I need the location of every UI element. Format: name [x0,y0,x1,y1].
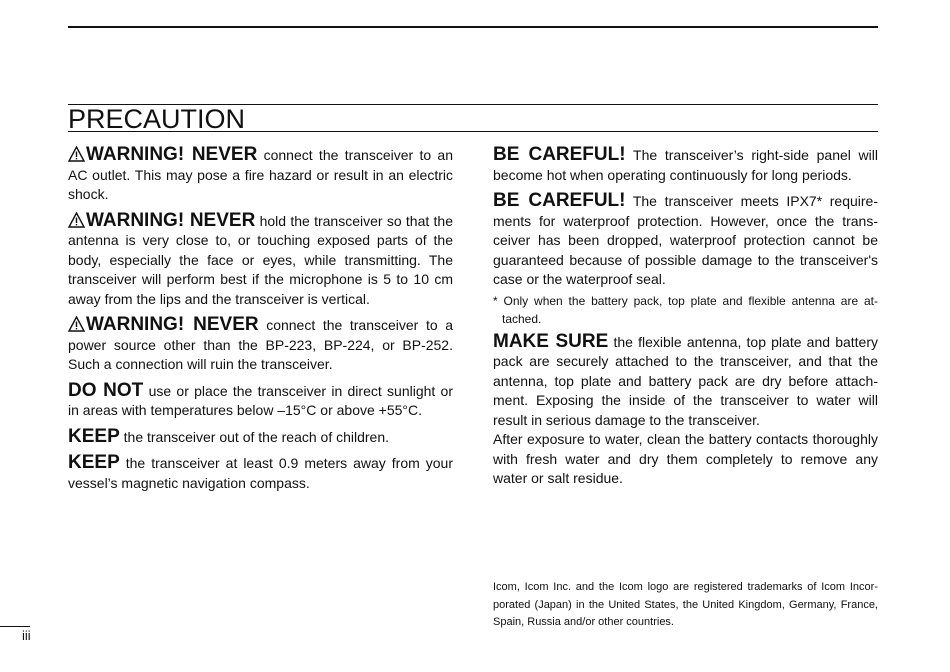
precaution-item [493,191,878,290]
precaution-text: the transceiver at least 0.9 meters away from your vessel’s magnetic navigation compass. [68,455,454,491]
precaution-item [68,211,453,310]
precaution-keyword: BE CAREFUL! [493,144,626,165]
page-number: iii [22,628,31,643]
trademark-notice: Icom, Icom Inc. and the Icom logo are registered trademarks of Icom Incorporated (Japan) in the United States, the United Kingdom, Germany, France, Spain, Russia and/or other countries. [493,581,878,628]
precaution-keyword: MAKE SURE [493,330,609,352]
precaution-text: connect the transceiver to an AC outlet. This may pose a fire hazard or result in an electric shock. [68,147,453,202]
right-column [493,145,878,489]
precaution-item [68,453,453,493]
precaution-item [68,381,453,421]
precaution-item [493,145,878,185]
precaution-keyword: KEEP [68,425,120,447]
precaution-keyword: WARNING! NEVER [86,144,258,165]
top-rule [68,26,878,28]
warning-triangle-icon [68,316,85,332]
precaution-item [68,427,453,448]
precaution-text: The transceiver meets IPX7* requirements for waterproof protection. However, once the transceiver has been dropped, waterproof protection cannot be guaranteed because of possible damage to the transceiver's case or the waterproof seal. [493,193,879,287]
precaution-text: The transceiver’s right-side panel will become hot when operating continuously for long periods. [493,147,878,183]
precaution-text: use or place the transceiver in direct sunlight or in areas with temperatures below –15°C or above +55°C. [68,382,454,418]
precaution-text: connect the transceiver to a power source other than the BP-223, BP-224, or BP-252. Such a connection will ruin the transceiver. [68,317,453,372]
page-number-rule [0,626,30,627]
precaution-keyword: KEEP [68,452,120,473]
ipx7-footnote: * Only when the battery pack, top plate and flexible antenna are attached. [493,293,878,326]
warning-triangle-icon [68,212,85,228]
left-column [68,145,453,499]
precaution-item [493,332,878,431]
precaution-item [68,315,453,375]
precaution-keyword: WARNING! NEVER [86,209,256,231]
precaution-item [68,145,453,205]
precaution-keyword: DO NOT [68,379,144,401]
precaution-text: hold the transceiver so that the antenna is very close to, or touching exposed parts of the body, especially the face or eyes, while transmitting. The transceiver will perform best if the microphone is 5 to 10 cm away from the lips and the transceiver is vertical. [68,212,454,307]
precaution-keyword: BE CAREFUL! [493,190,626,211]
precaution-keyword: WARNING! NEVER [86,314,259,335]
warning-triangle-icon [68,146,85,162]
after-exposure-text: After exposure to water, clean the battery contacts thoroughly with fresh water and dry them completely to remove any water or salt residue. [493,431,878,486]
precaution-text: the flexible antenna, top plate and battery pack are securely attached to the transceiver, and that the antenna, top plate and battery pack are dry before attachment. Exposing the inside of the transceiver to water will result in serious damage to the transceiver. [493,333,878,428]
page-title: PRECAUTION [68,104,246,134]
precaution-text: the transceiver out of the reach of children. [123,428,390,445]
title-rule-bottom [68,131,878,132]
